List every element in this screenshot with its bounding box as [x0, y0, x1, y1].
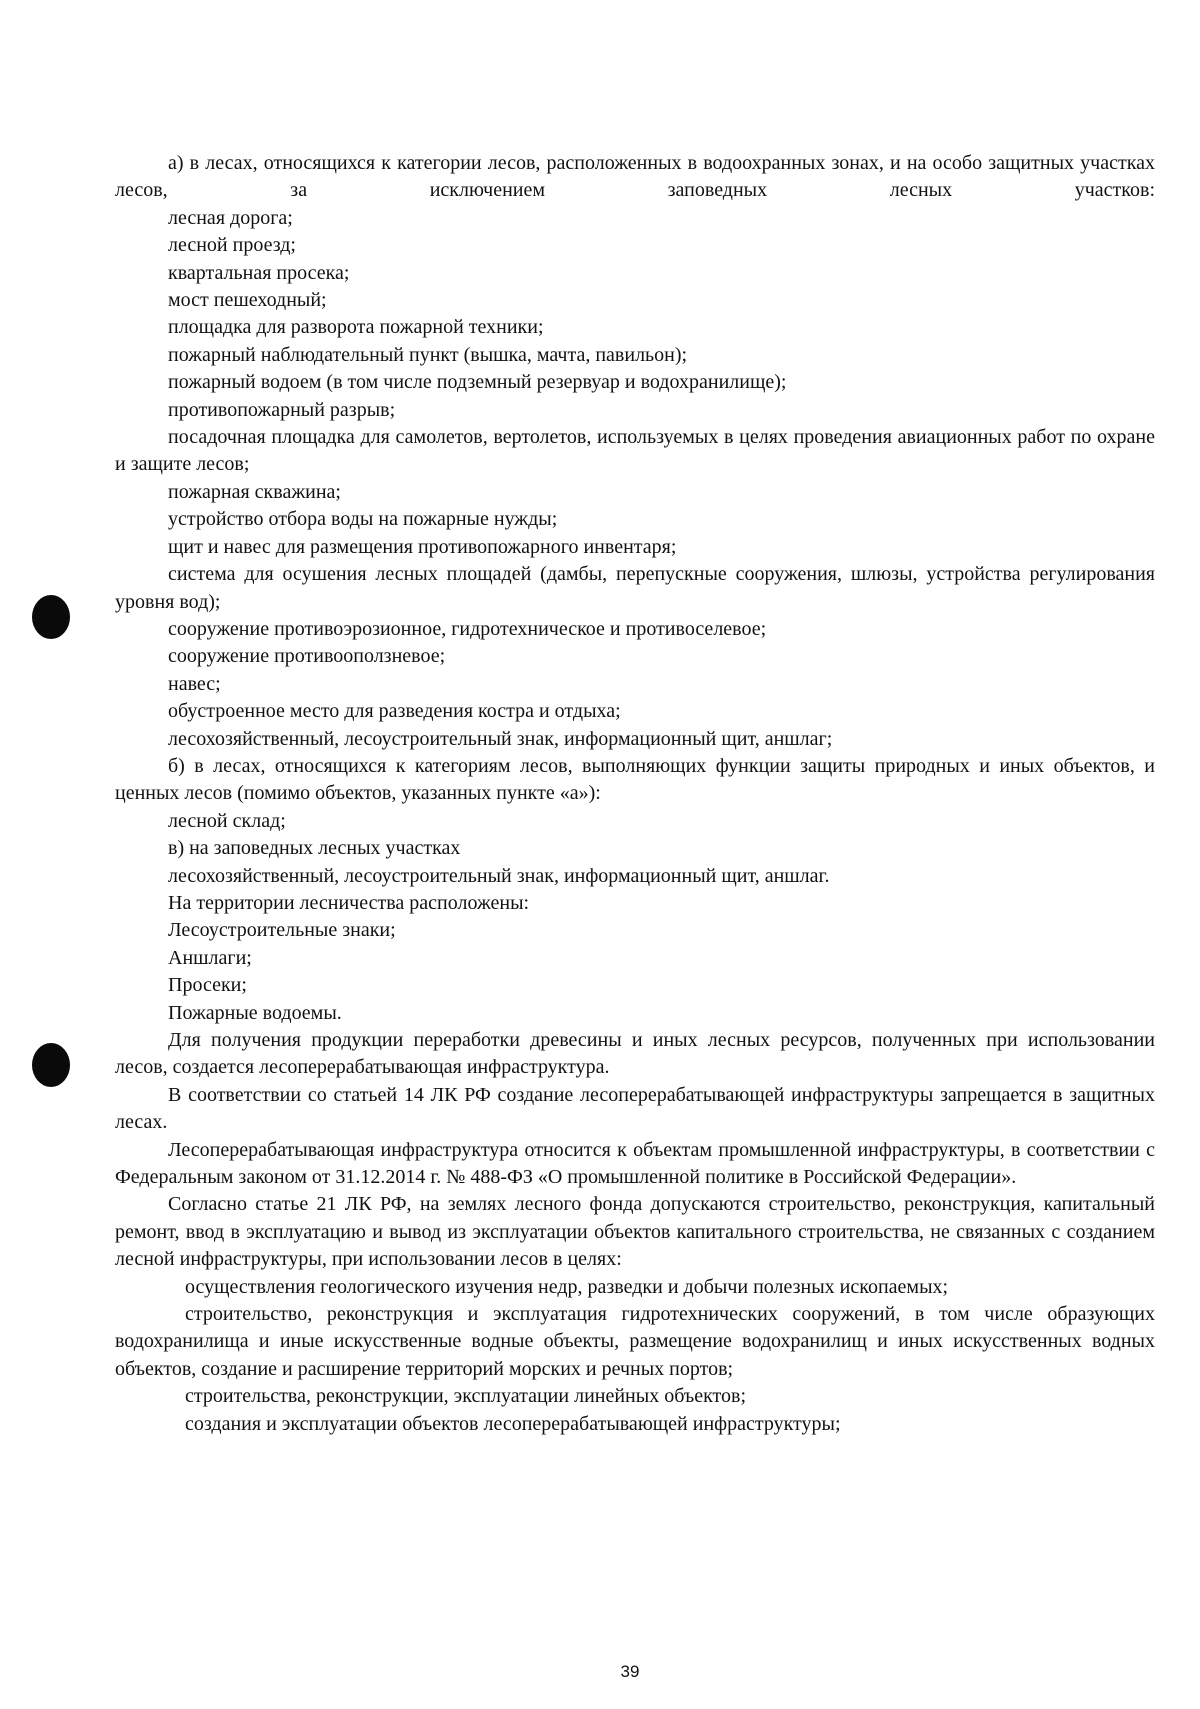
- list-item: сооружение противооползневое;: [168, 645, 446, 668]
- paragraph: б) в лесах, относящихся к категориям лесов, выполняющих функции защиты природных и иных объектов, и ценных лесов (помимо объектов, указанных пункте «а»):: [115, 754, 1155, 805]
- list-item: противопожарный разрыв;: [168, 398, 396, 421]
- list-item: площадка для разворота пожарной техники;: [168, 316, 544, 339]
- punch-hole-mark: [32, 1043, 70, 1087]
- list-item: устройство отбора воды на пожарные нужды;: [168, 508, 558, 531]
- list-item: мост пешеходный;: [168, 289, 327, 312]
- list-item: создания и эксплуатации объектов лесоперерабатывающей инфраструктуры;: [185, 1412, 841, 1435]
- paragraph: а) в лесах, относящихся к категории лесов, расположенных в водоохранных зонах, и на особо защитных участках лесов, за исключением заповедных лесных участков:: [115, 152, 1155, 202]
- list-item: квартальная просека;: [168, 261, 350, 284]
- list-item: Лесоустроительные знаки;: [168, 919, 396, 942]
- list-item: лесной проезд;: [168, 234, 296, 257]
- list-item: Пожарные водоемы.: [168, 1001, 342, 1024]
- paragraph: На территории лесничества расположены:: [168, 891, 530, 914]
- list-item: посадочная площадка для самолетов, вертолетов, используемых в целях проведения авиационных работ по охране и защите лесов;: [115, 426, 1155, 476]
- list-item: щит и навес для размещения противопожарного инвентаря;: [168, 535, 677, 558]
- list-item: обустроенное место для разведения костра и отдыха;: [168, 700, 621, 723]
- list-item: лесная дорога;: [168, 206, 293, 229]
- list-item: Просеки;: [168, 974, 247, 997]
- list-item: пожарный водоем (в том числе подземный резервуар и водохранилище);: [168, 371, 787, 394]
- paragraph: Согласно статье 21 ЛК РФ, на землях лесного фонда допускаются строительство, реконструкция, капитальный ремонт, ввод в эксплуатацию и вывод из эксплуатации объектов капитального строительства, не связанных с созданием лесной инфраструктуры, при использовании лесов в целях:: [115, 1193, 1155, 1271]
- list-item: Аншлаги;: [168, 946, 252, 969]
- list-item: осуществления геологического изучения недр, разведки и добычи полезных ископаемых;: [185, 1275, 949, 1298]
- page-number: 39: [620, 1662, 640, 1681]
- list-item: строительства, реконструкции, эксплуатации линейных объектов;: [185, 1385, 747, 1408]
- list-item: пожарный наблюдательный пункт (вышка, мачта, павильон);: [168, 343, 688, 366]
- paragraph: в) на заповедных лесных участках: [168, 837, 461, 860]
- paragraph: строительство, реконструкция и эксплуатация гидротехнических сооружений, в том числе образующих водохранилища и иные искусственные водные объекты, размещение водохранилищ и иных искусственных водных объектов, создание и расширение территорий морских и речных портов;: [115, 1303, 1155, 1380]
- list-item: сооружение противоэрозионное, гидротехническое и противоселевое;: [168, 617, 767, 640]
- paragraph: Лесоперерабатывающая инфраструктура относится к объектам промышленной инфраструктуры, в соответствии с Федеральным законом от 31.12.2014 г. № 488-ФЗ «О промышленной политике в Российской Федерации».: [115, 1138, 1155, 1189]
- list-item: система для осушения лесных площадей (дамбы, перепускные сооружения, шлюзы, устройства регулирования уровня вод);: [115, 563, 1155, 613]
- paragraph: Для получения продукции переработки древесины и иных лесных ресурсов, полученных при использовании лесов, создается лесоперерабатывающая инфраструктура.: [115, 1029, 1155, 1079]
- punch-hole-mark: [32, 595, 70, 639]
- paragraph: В соответствии со статьей 14 ЛК РФ создание лесоперерабатывающей инфраструктуры запрещается в защитных лесах.: [115, 1083, 1155, 1134]
- list-item: навес;: [168, 672, 221, 695]
- list-item: лесохозяйственный, лесоустроительный знак, информационный щит, аншлаг;: [168, 727, 833, 750]
- list-item: лесохозяйственный, лесоустроительный знак, информационный щит, аншлаг.: [168, 864, 830, 887]
- document-body: [115, 150, 1155, 1438]
- list-item: пожарная скважина;: [168, 480, 341, 503]
- list-item: лесной склад;: [168, 809, 286, 832]
